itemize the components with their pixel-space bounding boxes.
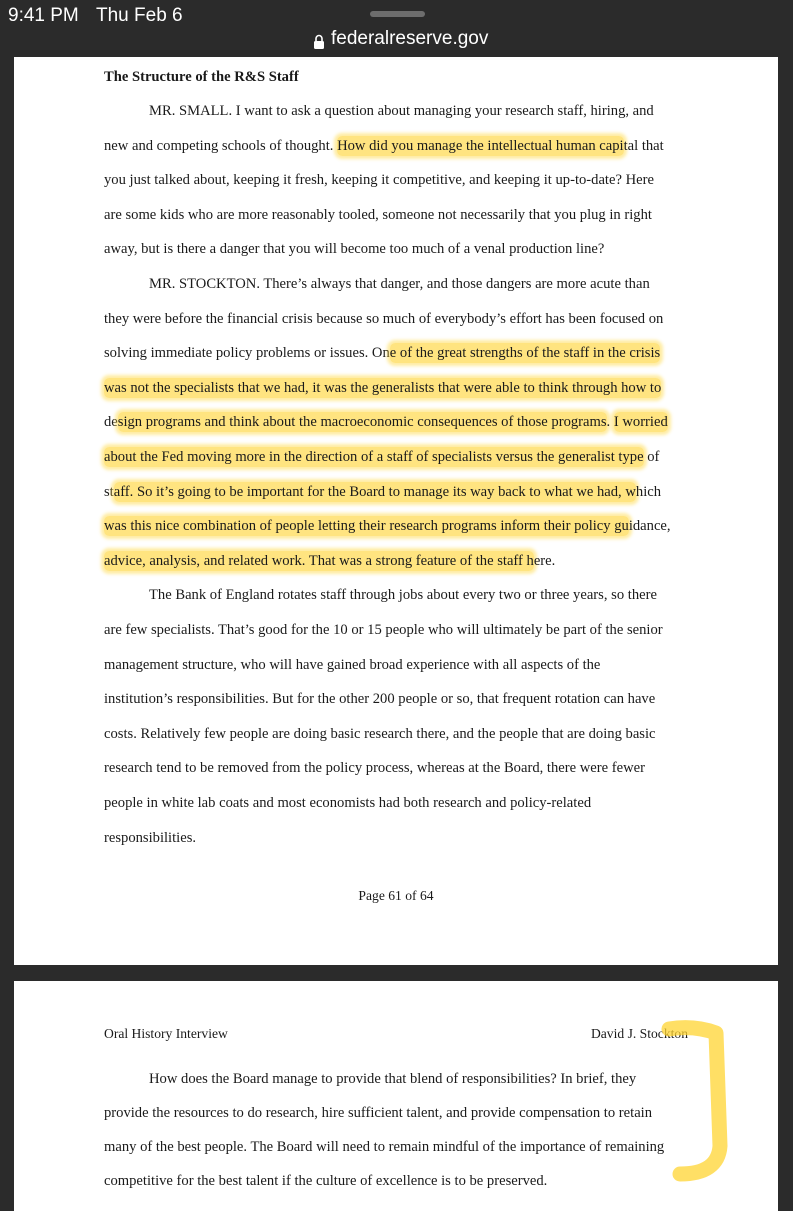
line-text: The Bank of England rotates staff through jobs about every two or three years, so there bbox=[149, 587, 657, 604]
text-line bbox=[104, 380, 661, 397]
text-line bbox=[104, 691, 655, 708]
text-line bbox=[104, 311, 663, 328]
status-date: Thu Feb 6 bbox=[96, 5, 183, 26]
text-line bbox=[149, 103, 654, 120]
line-text: MR. SMALL. I want to ask a question about managing your research staff, hiring, and bbox=[149, 103, 654, 119]
text-line bbox=[104, 345, 660, 362]
highlighted-text: aff. So it’s going to be important for the Board to manage its way back to what we had, w bbox=[113, 483, 636, 500]
line-text: research tend to be removed from the policy process, whereas at the Board, there were fewer bbox=[104, 760, 645, 777]
highlighted-text: about the Fed moving more in the direction of a staff of specialists versus the generalist type bbox=[104, 449, 644, 465]
text-line bbox=[104, 830, 196, 847]
line-text: de bbox=[104, 414, 118, 431]
text-line bbox=[104, 518, 671, 535]
document-page-61 bbox=[14, 57, 778, 965]
text-line bbox=[104, 553, 555, 570]
highlighted-text: sign programs and think about the macroeconomic consequences of those programs bbox=[117, 414, 607, 431]
header-right: David J. Stockton bbox=[590, 1026, 688, 1041]
line-text: st bbox=[104, 483, 114, 500]
line-text: hich bbox=[635, 483, 662, 500]
line-text: tal that bbox=[623, 137, 664, 154]
text-line bbox=[104, 414, 668, 431]
line-text: new and competing schools of thought. bbox=[104, 137, 338, 154]
page-number: Page 61 of 64 bbox=[358, 888, 434, 903]
line-text: ere. bbox=[533, 552, 556, 569]
line-text: costs. Relatively few people are doing basic research there, and the people that are doing basic bbox=[104, 725, 656, 742]
multitasking-grabber[interactable] bbox=[370, 11, 425, 17]
line-text: of bbox=[643, 449, 660, 465]
text-line bbox=[104, 622, 663, 639]
line-text: provide the resources to do research, hire sufficient talent, and provide compensation to retain bbox=[104, 1105, 653, 1121]
line-text: management structure, who will have gained broad experience with all aspects of the bbox=[104, 656, 601, 673]
line-text: are some kids who are more reasonably tooled, someone not necessarily that you plug in right bbox=[104, 206, 652, 223]
line-text: How does the Board manage to provide that blend of responsibilities? In brief, they bbox=[149, 1071, 637, 1087]
line-text: away, but is there a danger that you will become too much of a venal production line? bbox=[104, 241, 605, 258]
highlighted-text: advice, analysis, and related work. That was a strong feature of the staff h bbox=[104, 552, 534, 569]
highlighted-text: was not the specialists that we had, it was the generalists that were able to think through how to bbox=[104, 379, 662, 396]
text-line bbox=[104, 241, 604, 258]
line-text: many of the best people. The Board will need to remain mindful of the importance of remaining bbox=[104, 1139, 665, 1155]
highlighted-text: was this nice combination of people letting their research programs inform their policy gu bbox=[104, 518, 629, 535]
text-line bbox=[104, 657, 600, 674]
text-line bbox=[149, 276, 650, 293]
highlight-bracket-annotation bbox=[14, 981, 778, 1211]
text-line bbox=[104, 795, 591, 812]
line-text: competitive for the best talent if the culture of excellence is to be preserved. bbox=[104, 1173, 548, 1189]
line-text: . bbox=[606, 414, 614, 431]
url-text[interactable]: federalreserve.gov bbox=[331, 28, 489, 49]
header-left: Oral History Interview bbox=[104, 1026, 228, 1041]
line-text: idance, bbox=[628, 518, 671, 535]
highlighted-text: I worried bbox=[613, 414, 668, 431]
line-text: MR. STOCKTON. There’s always that danger, and those dangers are more acute than bbox=[149, 276, 650, 292]
status-bar bbox=[0, 0, 793, 30]
section-title: The Structure of the R&S Staff bbox=[104, 69, 299, 85]
line-text: they were before the financial crisis because so much of everybody’s effort has been focused on bbox=[104, 310, 664, 327]
line-text: are few specialists. That’s good for the 10 or 15 people who will ultimately be part of the senior bbox=[104, 622, 663, 638]
lock-icon bbox=[313, 34, 325, 50]
line-text: you just talked about, keeping it fresh, keeping it competitive, and keeping it up-to-date? Here bbox=[104, 172, 654, 189]
text-line bbox=[104, 484, 661, 501]
text-line bbox=[104, 138, 664, 155]
line-text: solving immediate policy problems or issues. On bbox=[104, 345, 390, 362]
text-line bbox=[104, 449, 659, 466]
document-page-62 bbox=[14, 981, 778, 1211]
text-line bbox=[104, 207, 652, 224]
text-line bbox=[104, 726, 656, 743]
url-bar[interactable] bbox=[0, 28, 793, 56]
text-line bbox=[104, 172, 654, 189]
highlighted-text: How did you manage the intellectual human capi bbox=[337, 137, 624, 154]
line-text: people in white lab coats and most economists had both research and policy-related bbox=[104, 795, 592, 811]
text-line bbox=[149, 587, 657, 604]
status-time: 9:41 PM bbox=[8, 5, 79, 26]
line-text: responsibilities. bbox=[104, 829, 197, 846]
highlighted-text: e of the great strengths of the staff in the crisis bbox=[389, 345, 661, 362]
text-line bbox=[104, 760, 645, 777]
line-text: institution’s responsibilities. But for the other 200 people or so, that frequent rotation can have bbox=[104, 691, 656, 708]
